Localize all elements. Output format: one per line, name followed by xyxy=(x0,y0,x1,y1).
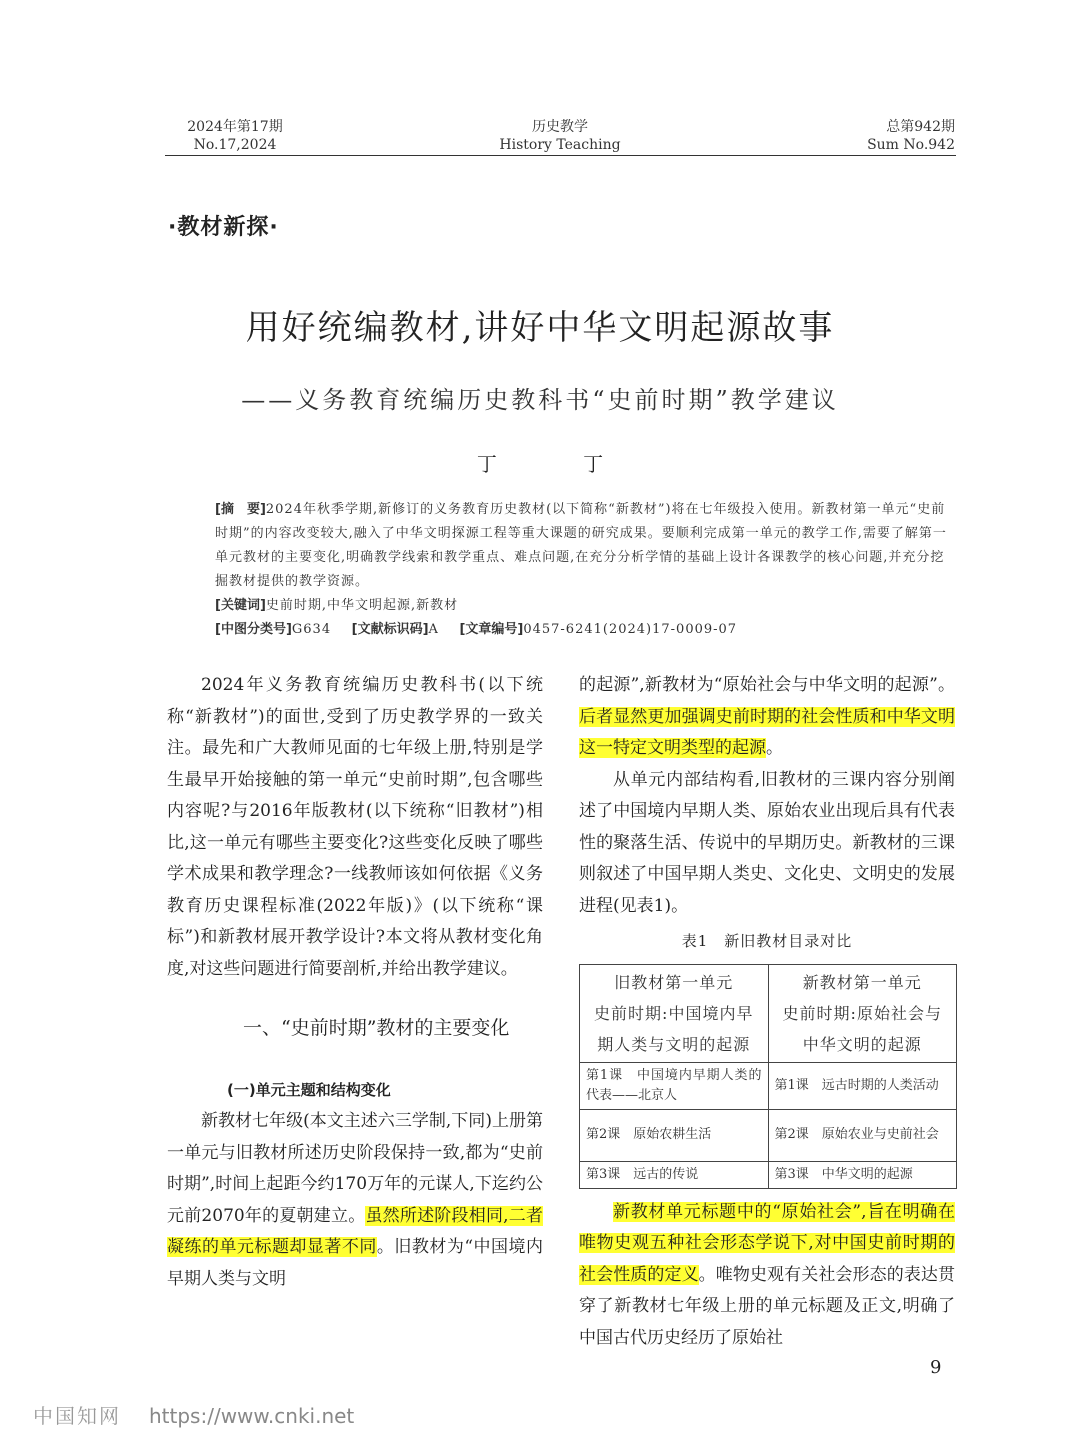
body-text: 。唯物史观有关社会形态的表达贯穿了新教材七年级上册的单元标题及正文,明确了中国古代历史经历了原始社 xyxy=(579,1264,956,1348)
header-line: 中华文明的起源 xyxy=(802,1034,922,1054)
body-paragraph xyxy=(579,1197,955,1355)
author: 丁 丁 xyxy=(476,452,644,476)
right-column xyxy=(579,670,955,1354)
comparison-table xyxy=(579,964,957,1189)
watermark-url[interactable]: https://www.cnki.net xyxy=(149,1404,355,1428)
header-left xyxy=(185,118,285,154)
journal-name-en: History Teaching xyxy=(499,137,621,153)
issue-number-en: No.17,2024 xyxy=(193,137,277,153)
section-heading: 一、“史前时期”教材的主要变化 xyxy=(243,1017,510,1039)
page-number: 9 xyxy=(930,1357,942,1378)
header-rule xyxy=(165,155,956,156)
table-cell: 第2课 原始农业与史前社会 xyxy=(768,1109,957,1161)
doc-code-text: A xyxy=(428,622,439,637)
body-text: 的起源”,新教材为“原始社会与中华文明的起源”。 xyxy=(579,675,955,695)
total-issue: 总第942期 xyxy=(886,119,955,135)
clc-label: [中图分类号] xyxy=(215,622,292,637)
subsection-heading: (一)单元主题和结构变化 xyxy=(227,1080,391,1099)
body-text: 。旧教材为“中国境内早期人类与文明 xyxy=(167,1237,543,1289)
table-header-cell xyxy=(580,964,769,1062)
journal-name: 历史教学 xyxy=(532,119,588,135)
abstract-label: [摘 要] xyxy=(215,502,266,517)
keywords-text: 史前时期,中华文明起源,新教材 xyxy=(265,598,459,613)
header-line: 新教材第一单元 xyxy=(802,972,922,992)
doc-code-label: [文献标识码] xyxy=(351,622,429,637)
table-caption: 表1 新旧教材目录对比 xyxy=(681,932,853,950)
body-paragraph xyxy=(167,1106,543,1295)
header-line: 史前时期:中国境内早 xyxy=(594,1003,754,1023)
body-paragraph xyxy=(579,670,955,765)
table-cell: 第3课 远古的传说 xyxy=(580,1161,769,1188)
article-id-label: [文章编号] xyxy=(459,622,524,637)
abstract-text: 2024年秋季学期,新修订的义务教育历史教材(以下简称“新教材”)将在七年级投入使用。新教材第一单元“史前时期”的内容改变较大,融入了中华文明探源工程等重大课题的研究成果。要顺利完成第一单元的教学工作,需要了解第一单元教材的主要变化,明确教学线索和教学重点、难点问题,在充分分析学情的基础上设计各课教学的核心问题,并充分挖掘教材提供的教学资源。 xyxy=(215,502,947,589)
header-line: 史前时期:原始社会与 xyxy=(782,1003,942,1023)
highlighted-text: 虽然所述阶段相同,二者凝练的单元标题却显著不同 xyxy=(167,1205,544,1257)
clc-text: G634 xyxy=(291,622,332,637)
article-id-text: 0457-6241(2024)17-0009-07 xyxy=(523,622,738,637)
table-cell: 第1课 远古时期的人类活动 xyxy=(768,1062,957,1109)
abstract-block xyxy=(215,498,955,642)
body-text: 新教材七年级(本文主述六三学制,下同)上册第一单元与旧教材所述历史阶段保持一致,都为“史前时期”,时间上起距今约170万年的元谋人,下迄约公元前2070年的夏朝建立。 xyxy=(167,1111,544,1226)
body-paragraph: 从单元内部结构看,旧教材的三课内容分别阐述了中国境内早期人类、原始农业出现后具有代表性的聚落生活、传说中的早期历史。新教材的三课则叙述了中国早期人类史、文化史、文明史的发展进程(见表1)。 xyxy=(579,769,955,916)
table-cell: 第2课 原始农耕生活 xyxy=(580,1109,769,1161)
keywords xyxy=(215,594,955,618)
header-right xyxy=(850,118,955,154)
highlighted-text: 新教材单元标题中的“原始社会”,旨在明确在唯物史观五种社会形态学说下,对中国史前时期的社会性质的定义 xyxy=(579,1201,955,1285)
watermark xyxy=(33,1400,354,1429)
intro-paragraph: 2024年义务教育统编历史教科书(以下统称“新教材”)的面世,受到了历史教学界的一致关注。最先和广大教师见面的七年级上册,特别是学生最早开始接触的第一单元“史前时期”,包含哪些内容呢?与2016年版教材(以下统称“旧教材”)相比,这一单元有哪些主要变化?这些变化反映了哪些学术成果和教学理念?一线教师该如何依据《义务教育历史课程标准(2022年版)》(以下统称“课标”)和新教材展开教学设计?本文将从教材变化角度,对这些问题进行简要剖析,并给出教学建议。 xyxy=(167,675,543,979)
table-header-cell xyxy=(768,964,957,1062)
table-row xyxy=(580,1109,957,1161)
article-subtitle: ——义务教育统编历史教科书“史前时期”教学建议 xyxy=(241,386,839,414)
table-row xyxy=(580,1161,957,1188)
column-tag: ·教材新探· xyxy=(168,215,279,240)
table-row xyxy=(580,1062,957,1109)
total-issue-en: Sum No.942 xyxy=(867,137,955,153)
table-cell: 第3课 中华文明的起源 xyxy=(768,1161,957,1188)
article-title: 用好统编教材,讲好中华文明起源故事 xyxy=(245,308,835,348)
header-center xyxy=(480,118,640,154)
watermark-logo-text: 中国知网 xyxy=(33,1404,121,1428)
table-cell: 第1课 中国境内早期人类的代表——北京人 xyxy=(580,1062,769,1109)
highlighted-text: 后者显然更加强调史前时期的社会性质和中华文明这一特定文明类型的起源 xyxy=(579,706,955,758)
classification xyxy=(215,618,955,642)
body-text: 。 xyxy=(766,738,783,758)
keywords-label: [关键词] xyxy=(215,598,266,613)
abstract xyxy=(215,498,955,594)
left-column xyxy=(167,670,543,1295)
issue-number: 2024年第17期 xyxy=(187,119,283,135)
header-line: 旧教材第一单元 xyxy=(614,972,734,992)
table-header-row xyxy=(580,964,957,1062)
header-line: 期人类与文明的起源 xyxy=(597,1034,751,1054)
